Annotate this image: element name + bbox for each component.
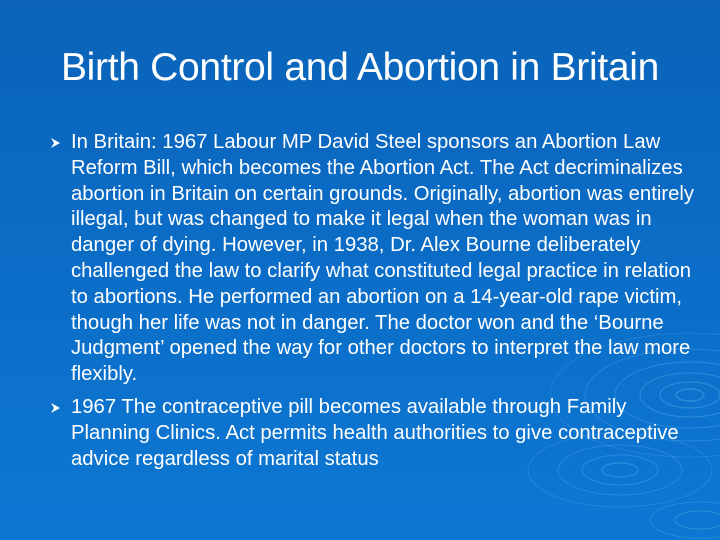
arrow-bullet-icon (50, 402, 62, 414)
slide-title: Birth Control and Abortion in Britain (60, 46, 660, 89)
bullet-text: 1967 The contraceptive pill becomes available through Family Planning Clinics. Act permits health authorities to give contraceptive advice regardless of marital status (71, 395, 679, 470)
bullet-list (50, 130, 695, 479)
arrow-bullet-icon (50, 137, 62, 149)
bullet-item (50, 395, 695, 472)
bullet-item (50, 130, 695, 388)
bullet-text: In Britain: 1967 Labour MP David Steel sponsors an Abortion Law Reform Bill, which becomes the Abortion Act. The Act decriminalizes abortion in Britain on certain grounds. Originally, abortion was entirely illegal, but was changed to make it legal when the woman was in danger of dying. However, in 1938, Dr. Alex Bourne deliberately challenged the law to clarify what constituted legal practice in relation to abortions. He performed an abortion on a 14-year-old rape victim, though her life was not in danger. The doctor won and the ‘Bourne Judgment’ opened the way for other doctors to interpret the law more flexibly. (71, 131, 695, 386)
